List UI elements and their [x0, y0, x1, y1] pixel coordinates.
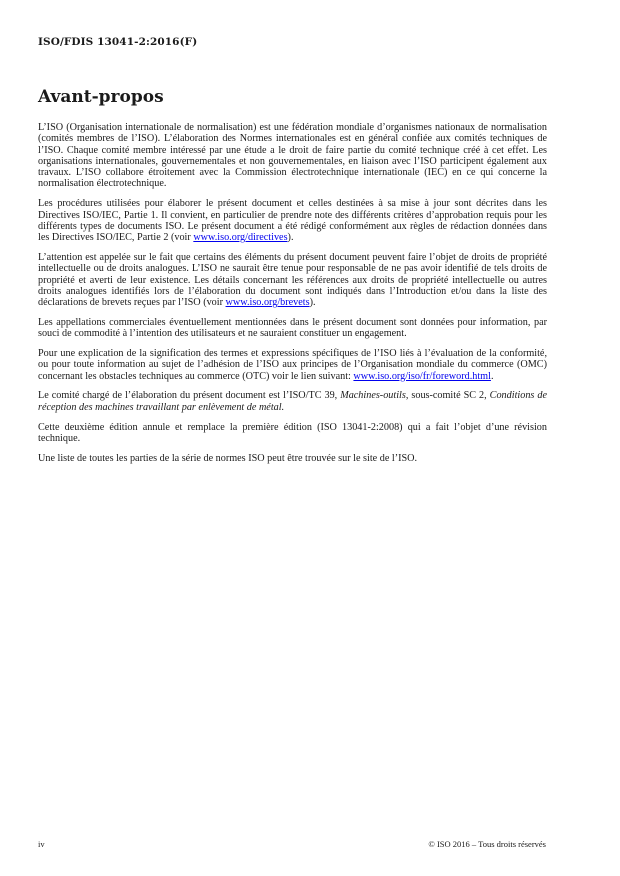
paragraph-committee — [38, 390, 547, 413]
paragraph-patents — [38, 252, 547, 308]
paragraph-conformity-text: Pour une explication de la signification des termes et expressions spécifiques de l’ISO liés à l’évaluation de la conformité, ou pour toute information au sujet de l’adhésion de l’ISO aux principes de l’Organisation mondiale du commerce (OMC) concernant les obstacles techniques au commerce (OTC) voir le lien suivant: — [38, 348, 547, 382]
foreword-link[interactable]: www.iso.org/iso/fr/foreword.html — [353, 370, 491, 382]
committee-name: Machines-outils — [340, 390, 406, 402]
paragraph-series-list: Une liste de toutes les parties de la série de normes ISO peut être trouvée sur le site de l’ISO. — [38, 452, 418, 464]
subcommittee-name: Conditions de réception des machines travaillant par enlèvement de métal. — [38, 390, 547, 413]
committee-text-a: Le comité chargé de l’élaboration du présent document est l’ISO/TC 39, — [38, 390, 341, 402]
paragraph-conformity-end: . — [490, 370, 494, 382]
paragraph-procedures-end: ). — [287, 232, 294, 244]
document-id: ISO/FDIS 13041-2:2016(F) — [38, 36, 198, 48]
committee-text-b: , sous-comité SC 2, — [405, 390, 490, 402]
directives-link[interactable]: www.iso.org/directives — [193, 232, 288, 244]
paragraph-iso-intro: L’ISO (Organisation internationale de normalisation) est une fédération mondiale d’organismes nationaux de normalisation (comités membres de l’ISO). L’élaboration des Normes internationales est en général confiée aux comités techniques de l’ISO. Chaque comité membre intéressé par une étude a le droit de faire partie du comité technique créé à cet effet. Les organisations internationales, gouvernementales et non gouvernementales, en liaison avec l’ISO participent également aux travaux. L’ISO collabore étroitement avec la Commission électrotechnique internationale (IEC) en ce qui concerne la normalisation électrotechnique. — [38, 122, 547, 190]
paragraph-patents-end: ). — [309, 297, 316, 309]
page-title: Avant-propos — [38, 87, 164, 107]
paragraph-edition: Cette deuxième édition annule et remplace la première édition (ISO 13041-2:2008) qui a fait l’objet d’une révision technique. — [38, 421, 547, 444]
copyright-notice: © ISO 2016 – Tous droits réservés — [428, 839, 546, 849]
patents-link[interactable]: www.iso.org/brevets — [225, 297, 310, 309]
foreword-body — [38, 122, 547, 472]
paragraph-procedures — [38, 198, 547, 243]
paragraph-conformity — [38, 348, 547, 382]
paragraph-procedures-text: Les procédures utilisées pour élaborer le présent document et celles destinées à sa mise à jour sont décrites dans les Directives ISO/IEC, Partie 1. Il convient, en particulier de prendre note des différents critères d’approbation requis pour les différents types de documents ISO. Le présent document a été rédigé conformément aux règles de rédaction données dans les Directives ISO/IEC, Partie 2 (voir — [38, 198, 547, 244]
page-number: iv — [38, 839, 45, 849]
paragraph-trade-names: Les appellations commerciales éventuellement mentionnées dans le présent document sont données pour information, par souci de commodité à l’intention des utilisateurs et ne sauraient constituer un engagement. — [38, 316, 547, 340]
paragraph-patents-text: L’attention est appelée sur le fait que certains des éléments du présent document peuvent faire l’objet de droits de propriété intellectuelle ou de droits analogues. L’ISO ne saurait être tenue pour responsable de ne pas avoir identifié de tels droits de propriété et averti de leur existence. Les détails concernant les références aux droits de propriété intellectuelle ou autres droits analogues identifiés lors de l’élaboration du document sont indiqués dans l’Introduction et/ou dans la liste des déclarations de brevets reçues par l’ISO (voir — [38, 251, 547, 309]
